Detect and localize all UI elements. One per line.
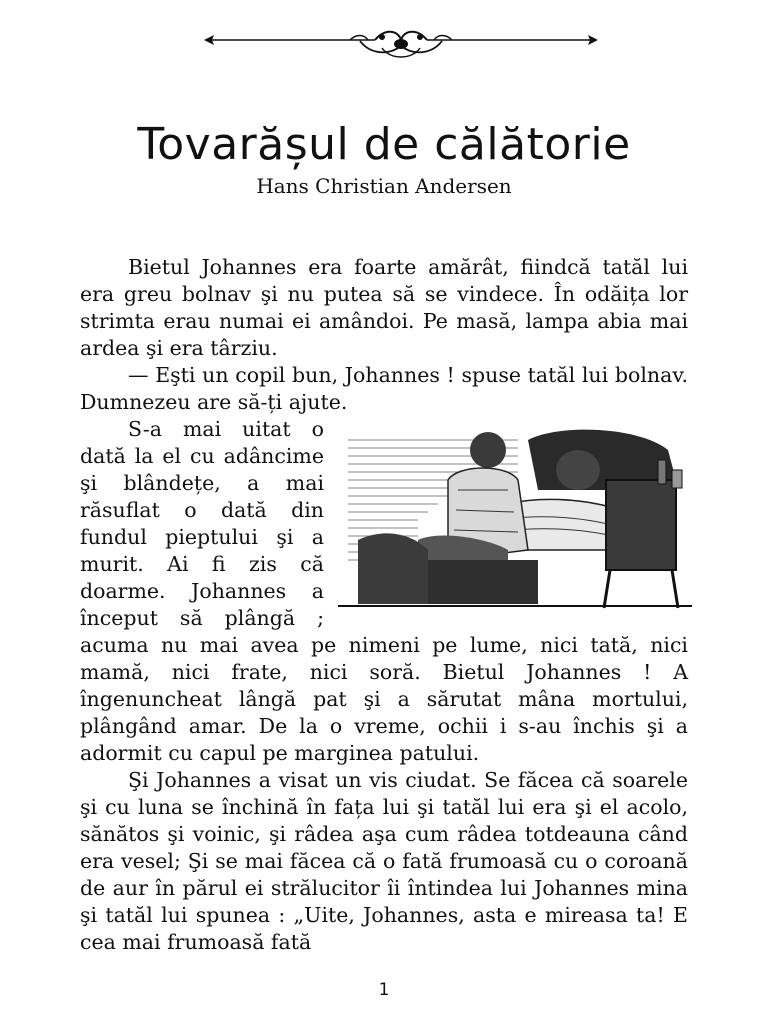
story-text — [80, 254, 688, 956]
paragraph: Şi Johannes a visat un vis ciudat. Se făcea că soarele şi cu luna se închină în fața lui şi tatăl lui era şi el acolo, sănătos şi voinic, şi râdea aşa cum râdea totdeauna când era vesel; Şi se mai făcea că o fată frumoasă cu o coroană de aur în părul ei strălucitor îi întindea lui Johannes mina şi tatăl lui spunea : „Uite, Johannes, asta e mireasa ta! E cea mai frumoasă fată — [80, 768, 688, 954]
page-number: 1 — [378, 980, 390, 1000]
paragraph: Bietul Johannes era foarte amărât, fiindcă tatăl lui era greu bolnav şi nu putea să se vindece. În odăița lor strimta erau numai ei amândoi. Pe masă, lampa abia mai ardea şi era târziu. — [80, 255, 688, 360]
author-name: Hans Christian Andersen — [256, 174, 512, 198]
decorative-ornament-icon — [200, 24, 602, 64]
paragraph: — Eşti un copil bun, Johannes ! spuse tatăl lui bolnav. Dumnezeu are să-ți ajute. — [80, 363, 688, 414]
illustration-boy-at-bedside — [338, 420, 692, 610]
paragraph: S-a mai uitat o dată la el cu adâncime şi blândețe, a mai răsuflat o dată din fundul pieptului şi a murit. Ai fi zis că doarme. Johannes a început să plângă ; acuma nu mai avea pe nimeni pe lume, nici tată, nici mamă, nici frate, nici soră. Bietul Johannes ! A îngenuncheat lângă pat şi a sărutat mâna mortului, plângând amar. De la o vreme, ochii i s-au închis şi a adormit cu capul pe marginea patului. — [80, 417, 688, 765]
chapter-title: Tovarășul de călătorie — [137, 119, 631, 170]
